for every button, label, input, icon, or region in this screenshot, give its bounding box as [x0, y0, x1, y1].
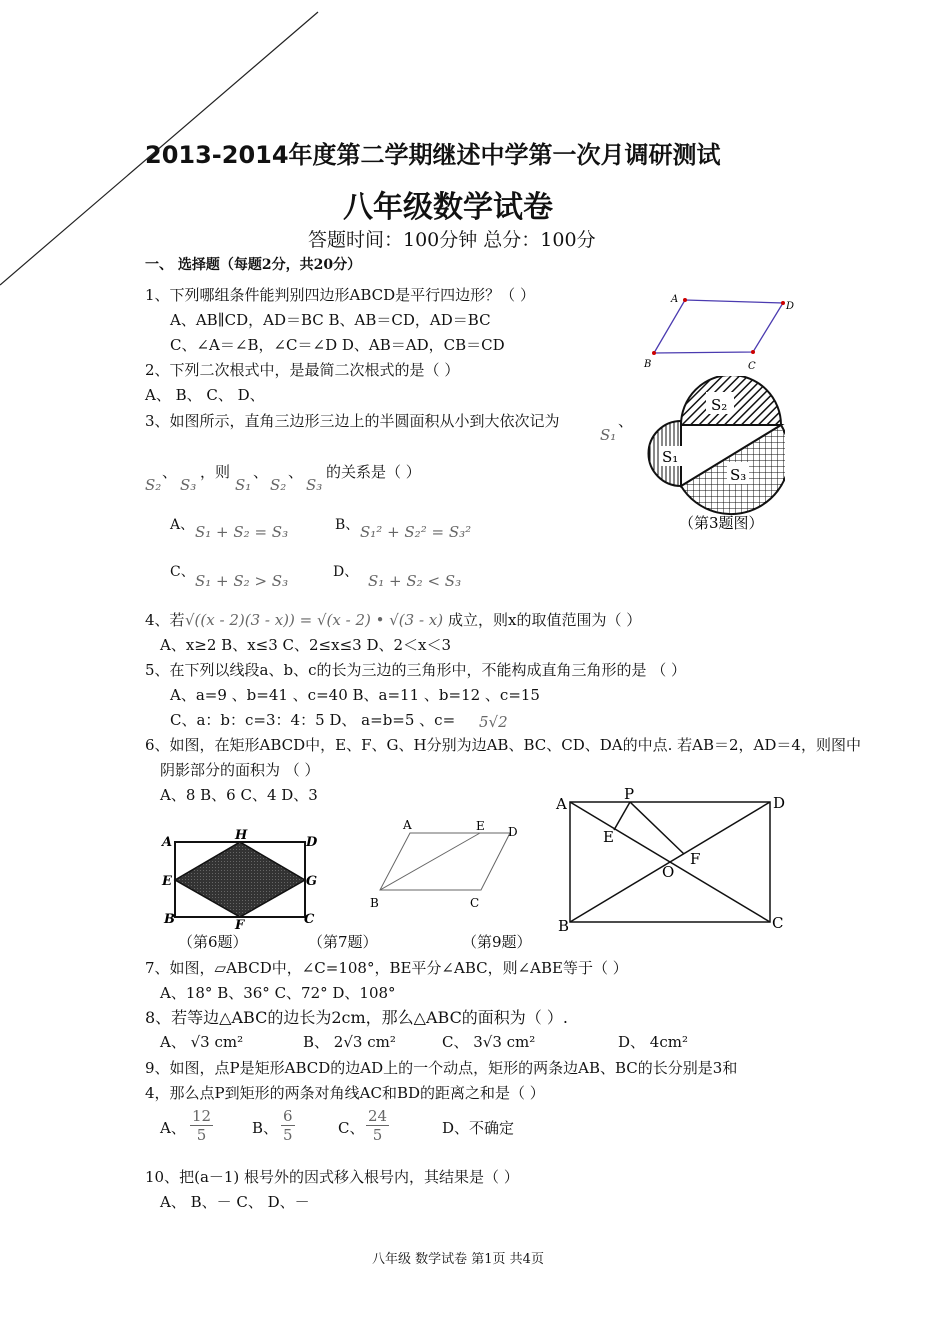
q3-optC: S₁ + S₂ > S₃	[195, 572, 289, 590]
fig3-caption: （第3题图）	[679, 514, 764, 532]
q9-stem: 9、如图，点P是矩形ABCD的边AD上的一个动点，矩形的两条边AB、BC的长分别是3和	[145, 1059, 738, 1077]
q3-optA: S₁ + S₂ = S₃	[195, 523, 289, 541]
q9-stem2: 4，那么点P到矩形的两条对角线AC和BD的距离之和是（ ）	[145, 1084, 545, 1102]
q2-stem: 2、下列二次根式中，是最简二次根式的是（ ）	[145, 361, 460, 379]
fig9-label-e: E	[603, 828, 614, 846]
q8-optB: B、 2√3 cm²	[303, 1033, 396, 1051]
fig6-label-d: D	[306, 835, 318, 850]
q3-optD-label: D、	[333, 564, 359, 580]
fig1-label-c: C	[748, 361, 756, 372]
q3-sep-0: 、	[618, 412, 634, 430]
figure-q3-semicircles	[645, 376, 785, 538]
q9-optA-label: A、	[160, 1119, 186, 1137]
q9-optB-numerator: 6	[283, 1107, 293, 1125]
q6-stem2: 阴影部分的面积为 （ ）	[160, 761, 320, 779]
q8-optD: D、 4cm²	[618, 1033, 688, 1051]
fig3-label-s3: S₃	[730, 466, 747, 484]
q6-stem: 6、如图，在矩形ABCD中，E、F、G、H分别为边AB、BC、CD、DA的中点. 若AB＝2，AD＝4，则图中	[145, 736, 861, 754]
fig6-label-c: C	[304, 912, 315, 927]
fig9-label-a: A	[556, 795, 567, 813]
figure-q6-rectangle	[158, 825, 328, 935]
fig7-label-e: E	[476, 819, 485, 833]
q3-then: ，则	[200, 463, 231, 481]
q4-options: A、x≥2 B、x≤3 C、2≤x≤3 D、2＜x＜3	[160, 636, 452, 654]
q3-s3-a: S₃	[180, 476, 197, 494]
fig1-label-d: D	[786, 301, 795, 312]
q3-s1-a: S₁	[600, 426, 617, 444]
figure-q9-rectangle	[552, 785, 792, 935]
q9-optA-numerator: 12	[192, 1107, 212, 1125]
q3-s3-b: S₃	[306, 476, 323, 494]
q3-sep-1: 、	[162, 463, 178, 481]
fig7-label-a: A	[403, 818, 412, 832]
q1-options-cd: C、∠A＝∠B，∠C＝∠D D、AB＝AD，CB＝CD	[170, 336, 505, 354]
q3-s2-b: S₂	[270, 476, 287, 494]
q9-optC-numerator: 24	[368, 1107, 388, 1125]
q3-sep-3: 、	[288, 463, 304, 481]
q1-stem: 1、下列哪组条件能判别四边形ABCD是平行四边形？（ ）	[145, 286, 535, 304]
q5-stem: 5、在下列以线段a、b、c的长为三边的三角形中，不能构成直角三角形的是 （ ）	[145, 661, 687, 679]
fig7-label-d: D	[508, 825, 518, 839]
page-footer: 八年级 数学试卷 第1页 共4页	[372, 1252, 544, 1267]
fig9-label-o: O	[662, 863, 675, 881]
exam-title-line1: 2013-2014年度第二学期继述中学第一次月调研测试	[145, 141, 721, 169]
figure-q7-parallelogram	[360, 815, 530, 915]
q4-stem-post: 成立，则x的取值范围为（ ）	[448, 611, 642, 629]
fig6-label-g: G	[306, 874, 318, 889]
q3-optC-label: C、	[170, 564, 195, 580]
q4-formula: √((x - 2)(3 - x)) = √(x - 2) • √(3 - x)	[185, 611, 444, 629]
q1-options-ab: A、AB∥CD，AD＝BC B、AB＝CD，AD＝BC	[170, 311, 491, 329]
fig9-label-d: D	[773, 794, 786, 812]
q9-optA-fraction	[190, 1107, 213, 1144]
fig6-label-f: F	[235, 918, 245, 933]
q4-stem-pre: 4、若	[145, 611, 185, 629]
q3-sep-2: 、	[253, 463, 269, 481]
q7-stem: 7、如图，▱ABCD中，∠C=108°，BE平分∠ABC，则∠ABE等于（ ）	[145, 959, 628, 977]
q10-options: A、 B、－ C、 D、－	[160, 1193, 310, 1211]
fig9-label-p: P	[624, 785, 635, 803]
fig6-caption: （第6题）	[178, 933, 248, 951]
section-heading: 一、 选择题（每题2分，共20分）	[145, 257, 362, 273]
q5-options-ab: A、a=9 、b=41 、c=40 B、a=11 、b=12 、c=15	[170, 686, 540, 704]
q3-optA-label: A、	[170, 517, 195, 533]
q7-options: A、18° B、36° C、72° D、108°	[160, 984, 396, 1002]
q3-s2-a: S₂	[145, 476, 162, 494]
fig3-label-s1: S₁	[662, 448, 679, 466]
fig7-label-b: B	[370, 896, 379, 910]
fig9-label-c: C	[772, 914, 784, 932]
q3-s1-b: S₁	[235, 476, 252, 494]
q2-options: A、 B、 C、 D、	[145, 386, 265, 404]
fig9-label-f: F	[690, 850, 701, 868]
q9-optC-denominator: 5	[372, 1126, 383, 1144]
fig7-caption: （第7题）	[308, 933, 378, 951]
q9-optB-label: B、	[252, 1119, 279, 1137]
q9-optB-denominator: 5	[283, 1126, 293, 1144]
q3-optB: S₁² + S₂² = S₃²	[360, 523, 472, 541]
q6-options: A、8 B、6 C、4 D、3	[160, 786, 318, 804]
q3-stem: 3、如图所示，直角三边形三边上的半圆面积从小到大依次记为	[145, 412, 560, 430]
q10-stem: 10、把(a－1) 根号外的因式移入根号内，其结果是（ ）	[145, 1168, 519, 1186]
q3-tail: 的关系是（ ）	[326, 463, 421, 481]
q9-optC-label: C、	[338, 1119, 365, 1137]
q5-optd-value: 5√2	[479, 713, 508, 731]
q3-optD: S₁ + S₂ < S₃	[368, 572, 462, 590]
fig1-label-b: B	[644, 359, 652, 370]
q8-optA: A、 √3 cm²	[160, 1033, 244, 1051]
fig7-label-c: C	[470, 896, 480, 910]
fig6-label-b: B	[164, 912, 175, 927]
q9-optC-fraction	[366, 1107, 389, 1144]
exam-title-line2: 八年级数学试卷	[343, 190, 553, 225]
q8-stem: 8、若等边△ABC的边长为2cm，那么△ABC的面积为（ ）.	[145, 1008, 568, 1027]
q9-optA-denominator: 5	[196, 1126, 207, 1144]
fig9-caption: （第9题）	[462, 933, 532, 951]
q9-optB-fraction	[281, 1107, 295, 1144]
fig1-label-a: A	[671, 294, 679, 305]
fig3-label-s2: S₂	[711, 396, 728, 414]
fig6-label-a: A	[162, 835, 173, 850]
q9-optD: D、不确定	[442, 1119, 515, 1137]
q5-options-cd: C、a：b：c=3：4：5 D、 a=b=5 、c=	[170, 711, 456, 729]
figure-q1-parallelogram	[640, 290, 800, 375]
fig9-label-b: B	[558, 917, 570, 935]
fig6-label-e: E	[162, 874, 172, 889]
fig6-label-h: H	[235, 828, 248, 843]
q3-optB-label: B、	[335, 517, 360, 533]
exam-info: 答题时间：100分钟 总分：100分	[308, 229, 596, 251]
q8-optC: C、 3√3 cm²	[442, 1033, 536, 1051]
